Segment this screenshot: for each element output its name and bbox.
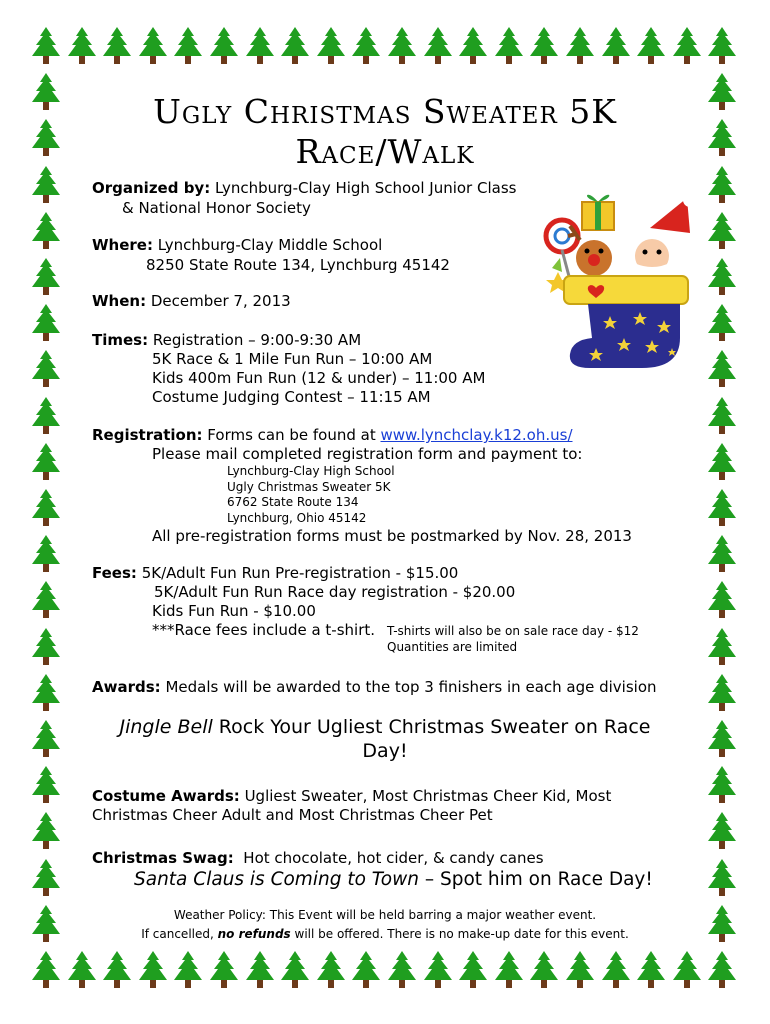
christmas-tree-icon (30, 904, 62, 950)
no-refunds: no refunds (217, 927, 291, 941)
christmas-tree-icon (66, 950, 98, 996)
title-line-1: Ugly Christmas Sweater 5K (153, 92, 617, 131)
christmas-tree-icon (706, 765, 738, 811)
christmas-tree-icon (30, 858, 62, 904)
christmas-tree-icon (30, 396, 62, 442)
organized-line-1: Lynchburg-Clay High School Junior Class (215, 179, 517, 197)
christmas-tree-icon (30, 534, 62, 580)
christmas-tree-icon (101, 950, 133, 996)
awards-label: Awards: (92, 678, 161, 696)
christmas-tree-icon (30, 72, 62, 118)
christmas-tree-icon (208, 950, 240, 996)
when-value: December 7, 2013 (150, 292, 291, 310)
organized-by (92, 179, 516, 198)
registration (92, 426, 573, 445)
christmas-tree-icon (422, 950, 454, 996)
christmas-tree-icon (600, 26, 632, 72)
swag-value: Hot chocolate, hot cider, & candy canes (243, 849, 544, 867)
christmas-tree-icon (706, 904, 738, 950)
tshirt-note-2: Quantities are limited (387, 640, 518, 654)
christmas-tree-icon (493, 26, 525, 72)
christmas-tree-icon (706, 303, 738, 349)
fees (92, 564, 458, 583)
awards-value: Medals will be awarded to the top 3 finishers in each age division (165, 678, 657, 696)
christmas-tree-icon (493, 950, 525, 996)
christmas-tree-icon (315, 950, 347, 996)
address-line-3: 6762 State Route 134 (227, 495, 359, 509)
fees-line-4: ***Race fees include a t-shirt. (152, 621, 376, 639)
christmas-tree-icon (30, 26, 62, 72)
christmas-tree-icon (172, 26, 204, 72)
christmas-tree-icon (137, 950, 169, 996)
christmas-tree-icon (30, 442, 62, 488)
where-line-2: 8250 State Route 134, Lynchburg 45142 (146, 256, 450, 274)
christmas-tree-icon (208, 26, 240, 72)
jingle-line-2: Day! (362, 740, 408, 762)
jingle-bell-line (80, 715, 690, 763)
christmas-tree-icon (30, 211, 62, 257)
costume-label: Costume Awards: (92, 787, 240, 805)
weather-line-2-post: will be offered. There is no make-up date for this event. (290, 927, 629, 941)
costume-line-1: Ugliest Sweater, Most Christmas Cheer Kid, Most (244, 787, 612, 805)
santa-line (134, 868, 653, 892)
costume-line-2: Christmas Cheer Adult and Most Christmas Cheer Pet (92, 806, 493, 824)
santa-italic: Santa Claus is Coming to Town (134, 869, 419, 890)
fees-line-1: 5K/Adult Fun Run Pre-registration - $15.00 (141, 564, 459, 582)
christmas-tree-icon (457, 950, 489, 996)
christmas-tree-icon (564, 950, 596, 996)
christmas-tree-icon (279, 950, 311, 996)
title-line-2: Race/Walk (295, 132, 475, 171)
awards (92, 678, 657, 697)
registration-forms-text: Forms can be found at (207, 426, 376, 444)
christmas-tree-icon (706, 627, 738, 673)
fees-line-3: Kids Fun Run - $10.00 (152, 602, 316, 620)
christmas-tree-icon (564, 26, 596, 72)
christmas-tree-icon (172, 950, 204, 996)
christmas-tree-icon (350, 26, 382, 72)
times-item-1: Registration – 9:00-9:30 AM (152, 331, 362, 349)
times-item-3: Kids 400m Fun Run (12 & under) – 11:00 AM (152, 369, 486, 387)
where-line-1: Lynchburg-Clay Middle School (157, 236, 383, 254)
where-label: Where: (92, 236, 153, 254)
christmas-tree-icon (279, 26, 311, 72)
christmas-tree-icon (30, 349, 62, 395)
organized-label: Organized by: (92, 179, 211, 197)
registration-link[interactable]: www.lynchclay.k12.oh.us/ (380, 426, 573, 444)
times-item-2: 5K Race & 1 Mile Fun Run – 10:00 AM (152, 350, 433, 368)
jingle-rest: Rock Your Ugliest Christmas Sweater on Race (212, 716, 651, 738)
fees-label: Fees: (92, 564, 137, 582)
registration-mail-text: Please mail completed registration form and payment to: (152, 445, 583, 463)
christmas-tree-icon (706, 72, 738, 118)
santa-rest: – Spot him on Race Day! (418, 869, 653, 890)
christmas-tree-icon (528, 950, 560, 996)
christmas-tree-icon (635, 26, 667, 72)
christmas-tree-icon (350, 950, 382, 996)
christmas-tree-icon (706, 811, 738, 857)
christmas-tree-icon (315, 26, 347, 72)
christmas-tree-icon (706, 396, 738, 442)
address-line-1: Lynchburg-Clay High School (227, 464, 395, 478)
christmas-tree-icon (671, 950, 703, 996)
christmas-tree-icon (635, 950, 667, 996)
christmas-tree-icon (30, 580, 62, 626)
weather-line-2-pre: If cancelled, (141, 927, 218, 941)
times-label: Times: (92, 331, 149, 349)
christmas-tree-icon (706, 349, 738, 395)
fees-line-2: 5K/Adult Fun Run Race day registration - $20.00 (154, 583, 516, 601)
christmas-tree-icon (66, 26, 98, 72)
christmas-tree-icon (30, 765, 62, 811)
christmas-tree-icon (706, 26, 738, 72)
christmas-tree-icon (457, 26, 489, 72)
christmas-tree-icon (706, 488, 738, 534)
christmas-swag (92, 849, 544, 868)
christmas-tree-icon (706, 858, 738, 904)
christmas-tree-icon (30, 488, 62, 534)
christmas-tree-icon (671, 26, 703, 72)
christmas-tree-icon (706, 580, 738, 626)
christmas-tree-icon (30, 627, 62, 673)
christmas-tree-icon (30, 950, 62, 996)
christmas-tree-icon (706, 950, 738, 996)
christmas-tree-icon (386, 26, 418, 72)
tshirt-note-1: T-shirts will also be on sale race day - $12 (387, 624, 639, 638)
christmas-tree-icon (706, 257, 738, 303)
christmas-tree-icon (30, 257, 62, 303)
christmas-stocking-icon (532, 188, 707, 373)
christmas-tree-icon (30, 719, 62, 765)
christmas-tree-icon (706, 211, 738, 257)
postmark-deadline: All pre-registration forms must be postmarked by Nov. 28, 2013 (152, 527, 632, 545)
when-label: When: (92, 292, 147, 310)
christmas-tree-icon (386, 950, 418, 996)
organized-line-2: & National Honor Society (122, 199, 311, 217)
christmas-tree-icon (528, 26, 560, 72)
christmas-tree-icon (30, 303, 62, 349)
christmas-tree-icon (706, 534, 738, 580)
christmas-tree-icon (244, 26, 276, 72)
page-title (60, 92, 710, 172)
christmas-tree-icon (706, 118, 738, 164)
christmas-tree-icon (101, 26, 133, 72)
christmas-tree-icon (30, 118, 62, 164)
christmas-tree-icon (30, 673, 62, 719)
christmas-tree-icon (706, 719, 738, 765)
swag-label: Christmas Swag: (92, 849, 234, 867)
christmas-tree-icon (30, 165, 62, 211)
christmas-tree-icon (706, 165, 738, 211)
weather-line-2 (80, 927, 690, 942)
christmas-tree-icon (600, 950, 632, 996)
christmas-tree-icon (706, 442, 738, 488)
registration-label: Registration: (92, 426, 203, 444)
christmas-tree-icon (244, 950, 276, 996)
times (92, 331, 361, 350)
costume-awards (92, 787, 611, 806)
address-line-2: Ugly Christmas Sweater 5K (227, 480, 391, 494)
address-line-4: Lynchburg, Ohio 45142 (227, 511, 367, 525)
christmas-tree-icon (706, 673, 738, 719)
weather-policy (80, 908, 690, 942)
where (92, 236, 382, 255)
christmas-tree-icon (422, 26, 454, 72)
christmas-tree-icon (137, 26, 169, 72)
times-item-4: Costume Judging Contest – 11:15 AM (152, 388, 431, 406)
jingle-italic: Jingle Bell (119, 716, 213, 738)
weather-line-1: Weather Policy: This Event will be held barring a major weather event. (173, 908, 597, 922)
christmas-tree-icon (30, 811, 62, 857)
when (92, 292, 291, 311)
